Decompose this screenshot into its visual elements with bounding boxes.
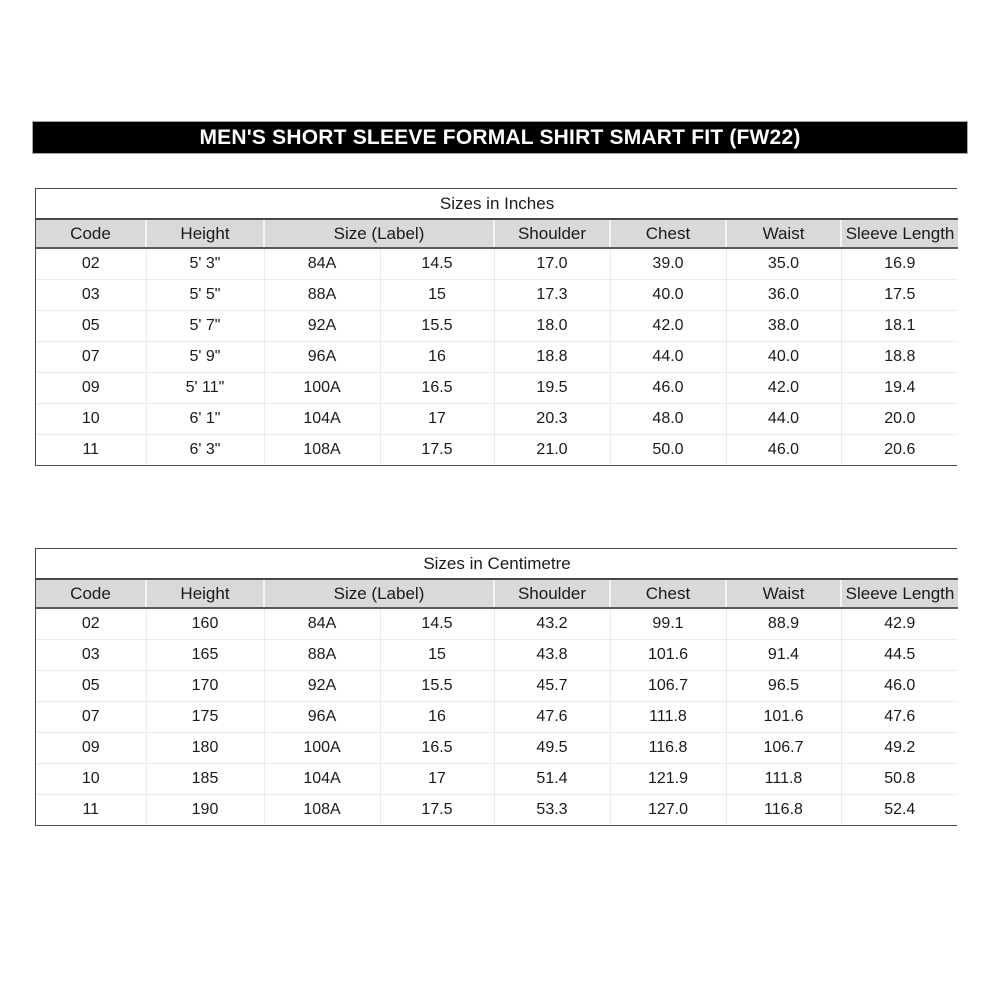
table-cell: 17 [380,403,494,434]
table-row [36,434,958,465]
table-cell: 14.5 [380,608,494,639]
table-cell: 48.0 [610,403,726,434]
table-row [36,341,958,372]
table-cell: 36.0 [726,279,841,310]
table-cell: 108A [264,794,380,825]
table-cell: 18.8 [841,341,958,372]
table-cell: 46.0 [610,372,726,403]
table-title: Sizes in Centimetre [36,549,958,579]
column-header: Shoulder [494,579,610,608]
table-cell: 99.1 [610,608,726,639]
table-row [36,248,958,279]
column-header: Height [146,579,264,608]
table-cell: 07 [36,701,146,732]
table-cell: 106.7 [726,732,841,763]
table-cell: 47.6 [841,701,958,732]
table-cell: 16.5 [380,732,494,763]
table-row [36,310,958,341]
column-header: Chest [610,219,726,248]
table-cell: 43.8 [494,639,610,670]
table-cell: 100A [264,372,380,403]
column-header: Height [146,219,264,248]
table-cell: 5' 3" [146,248,264,279]
table-cell: 185 [146,763,264,794]
table-cell: 02 [36,248,146,279]
table-cell: 17.5 [841,279,958,310]
table-cell: 42.9 [841,608,958,639]
table-cell: 05 [36,670,146,701]
table-cell: 96A [264,701,380,732]
table-row [36,701,958,732]
table-cell: 42.0 [610,310,726,341]
table-cell: 19.4 [841,372,958,403]
table-row [36,763,958,794]
table-row [36,732,958,763]
table-cell: 51.4 [494,763,610,794]
table-cell: 47.6 [494,701,610,732]
table-cell: 07 [36,341,146,372]
table-cell: 15.5 [380,310,494,341]
size-table [36,549,958,825]
table-cell: 11 [36,434,146,465]
table-cell: 15 [380,639,494,670]
size-table-inches [35,188,957,466]
table-cell: 88A [264,639,380,670]
table-cell: 46.0 [726,434,841,465]
table-cell: 35.0 [726,248,841,279]
table-cell: 10 [36,763,146,794]
table-cell: 17 [380,763,494,794]
table-cell: 17.0 [494,248,610,279]
table-cell: 104A [264,763,380,794]
table-cell: 42.0 [726,372,841,403]
table-cell: 16.9 [841,248,958,279]
column-header: Shoulder [494,219,610,248]
table-cell: 6' 1" [146,403,264,434]
table-cell: 165 [146,639,264,670]
table-row [36,372,958,403]
table-cell: 50.0 [610,434,726,465]
table-title-row [36,189,958,219]
table-row [36,670,958,701]
table-cell: 39.0 [610,248,726,279]
table-cell: 96A [264,341,380,372]
table-cell: 88A [264,279,380,310]
table-cell: 108A [264,434,380,465]
column-header: Size (Label) [264,579,494,608]
table-cell: 45.7 [494,670,610,701]
table-cell: 09 [36,732,146,763]
table-cell: 104A [264,403,380,434]
table-cell: 160 [146,608,264,639]
table-cell: 44.0 [610,341,726,372]
table-row [36,608,958,639]
table-cell: 106.7 [610,670,726,701]
table-row [36,279,958,310]
table-cell: 116.8 [726,794,841,825]
table-cell: 11 [36,794,146,825]
table-cell: 50.8 [841,763,958,794]
table-cell: 17.3 [494,279,610,310]
table-cell: 16 [380,701,494,732]
table-row [36,403,958,434]
column-header: Code [36,579,146,608]
table-row [36,639,958,670]
table-cell: 02 [36,608,146,639]
table-row [36,794,958,825]
table-cell: 20.3 [494,403,610,434]
table-cell: 84A [264,608,380,639]
column-header: Size (Label) [264,219,494,248]
table-cell: 91.4 [726,639,841,670]
table-cell: 44.0 [726,403,841,434]
table-cell: 100A [264,732,380,763]
table-cell: 05 [36,310,146,341]
table-cell: 101.6 [726,701,841,732]
size-table [36,189,958,465]
table-cell: 17.5 [380,794,494,825]
table-cell: 121.9 [610,763,726,794]
table-cell: 14.5 [380,248,494,279]
table-cell: 127.0 [610,794,726,825]
table-cell: 03 [36,639,146,670]
table-cell: 180 [146,732,264,763]
table-cell: 88.9 [726,608,841,639]
table-cell: 46.0 [841,670,958,701]
table-header-row [36,579,958,608]
table-cell: 15 [380,279,494,310]
table-cell: 38.0 [726,310,841,341]
table-cell: 40.0 [726,341,841,372]
table-title-row [36,549,958,579]
table-cell: 18.1 [841,310,958,341]
table-cell: 19.5 [494,372,610,403]
table-cell: 175 [146,701,264,732]
table-cell: 5' 7" [146,310,264,341]
column-header: Sleeve Length [841,579,958,608]
table-cell: 43.2 [494,608,610,639]
table-cell: 190 [146,794,264,825]
table-header-row [36,219,958,248]
table-cell: 49.2 [841,732,958,763]
column-header: Code [36,219,146,248]
size-table-centimetre [35,548,957,826]
table-cell: 20.0 [841,403,958,434]
table-cell: 16.5 [380,372,494,403]
table-cell: 92A [264,670,380,701]
table-cell: 21.0 [494,434,610,465]
page-title: MEN'S SHORT SLEEVE FORMAL SHIRT SMART FIT (FW22) [32,121,968,154]
table-cell: 18.0 [494,310,610,341]
table-cell: 53.3 [494,794,610,825]
table-cell: 15.5 [380,670,494,701]
table-cell: 03 [36,279,146,310]
table-cell: 09 [36,372,146,403]
table-cell: 170 [146,670,264,701]
table-cell: 96.5 [726,670,841,701]
table-title: Sizes in Inches [36,189,958,219]
table-cell: 111.8 [610,701,726,732]
column-header: Chest [610,579,726,608]
table-cell: 111.8 [726,763,841,794]
table-cell: 52.4 [841,794,958,825]
table-cell: 40.0 [610,279,726,310]
column-header: Sleeve Length [841,219,958,248]
table-cell: 116.8 [610,732,726,763]
table-cell: 101.6 [610,639,726,670]
table-cell: 6' 3" [146,434,264,465]
table-cell: 44.5 [841,639,958,670]
table-cell: 5' 9" [146,341,264,372]
table-cell: 18.8 [494,341,610,372]
table-cell: 10 [36,403,146,434]
table-cell: 17.5 [380,434,494,465]
column-header: Waist [726,579,841,608]
table-cell: 84A [264,248,380,279]
column-header: Waist [726,219,841,248]
table-cell: 5' 11" [146,372,264,403]
table-cell: 5' 5" [146,279,264,310]
table-cell: 49.5 [494,732,610,763]
table-cell: 16 [380,341,494,372]
table-cell: 20.6 [841,434,958,465]
table-cell: 92A [264,310,380,341]
